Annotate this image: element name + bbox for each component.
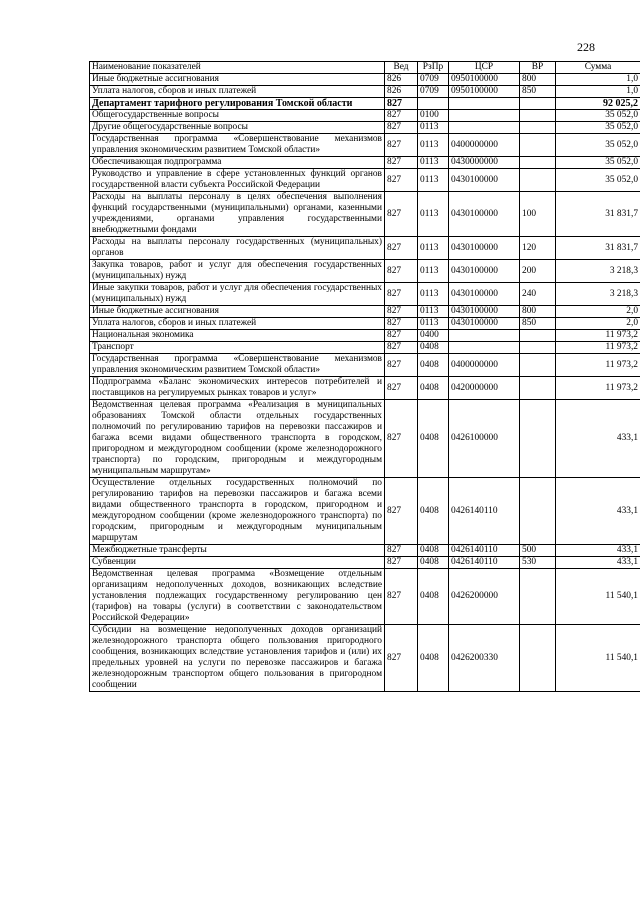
cell-rzpr: 0408 <box>418 557 449 569</box>
cell-csr: 0430100000 <box>449 237 520 260</box>
cell-vr <box>520 342 556 354</box>
cell-vr: 850 <box>520 318 556 330</box>
cell-vr <box>520 625 556 692</box>
cell-ved: 827 <box>385 157 418 169</box>
table-row <box>90 625 640 692</box>
cell-sum: 433,1 <box>556 557 640 569</box>
cell-name: Иные бюджетные ассигнования <box>90 306 385 318</box>
page-number: 228 <box>577 40 595 54</box>
cell-name: Закупка товаров, работ и услуг для обеспечения государственных (муниципальных) нужд <box>90 260 385 283</box>
cell-vr <box>520 478 556 545</box>
cell-vr: 530 <box>520 557 556 569</box>
table-row <box>90 110 640 122</box>
cell-sum: 3 218,3 <box>556 260 640 283</box>
cell-ved: 826 <box>385 86 418 98</box>
cell-ved: 827 <box>385 545 418 557</box>
budget-table <box>89 61 640 692</box>
cell-rzpr: 0100 <box>418 110 449 122</box>
table-header-row <box>90 62 640 74</box>
cell-sum: 433,1 <box>556 400 640 478</box>
cell-ved: 827 <box>385 192 418 237</box>
cell-vr <box>520 330 556 342</box>
cell-csr: 0426140110 <box>449 545 520 557</box>
cell-csr: 0430100000 <box>449 283 520 306</box>
cell-rzpr: 0408 <box>418 478 449 545</box>
cell-name: Руководство и управление в сфере установленных функций органов государственной власти субъекта Российской Федерации <box>90 169 385 192</box>
header-name: Наименование показателей <box>90 62 385 74</box>
cell-vr <box>520 122 556 134</box>
cell-name: Межбюджетные трансферты <box>90 545 385 557</box>
cell-csr: 0426200000 <box>449 569 520 625</box>
cell-ved: 827 <box>385 110 418 122</box>
cell-sum: 11 540,1 <box>556 625 640 692</box>
table-row <box>90 478 640 545</box>
cell-sum: 11 973,2 <box>556 354 640 377</box>
table-row <box>90 306 640 318</box>
cell-vr <box>520 157 556 169</box>
cell-csr: 0426200330 <box>449 625 520 692</box>
cell-sum: 2,0 <box>556 306 640 318</box>
table-row <box>90 545 640 557</box>
table-row <box>90 74 640 86</box>
cell-ved: 827 <box>385 260 418 283</box>
table-row <box>90 330 640 342</box>
cell-ved: 827 <box>385 306 418 318</box>
cell-ved: 827 <box>385 318 418 330</box>
table-row <box>90 260 640 283</box>
cell-name: Расходы на выплаты персоналу государственных (муниципальных) органов <box>90 237 385 260</box>
cell-csr <box>449 110 520 122</box>
header-sum: Сумма <box>556 62 640 74</box>
cell-csr <box>449 122 520 134</box>
cell-csr: 0426140110 <box>449 557 520 569</box>
cell-vr <box>520 169 556 192</box>
cell-name: Национальная экономика <box>90 330 385 342</box>
cell-vr <box>520 134 556 157</box>
cell-vr <box>520 377 556 400</box>
cell-name: Общегосударственные вопросы <box>90 110 385 122</box>
cell-name: Уплата налогов, сборов и иных платежей <box>90 318 385 330</box>
cell-rzpr: 0408 <box>418 400 449 478</box>
cell-name: Ведомственная целевая программа «Возмещение отдельным организациям недополученных доходов, возникающих вследствие установления подлежащих государственному регулированию цен (тарифов) на товары (услуги) в соответствии с законодательством Российской Федерации» <box>90 569 385 625</box>
cell-rzpr: 0709 <box>418 74 449 86</box>
cell-sum: 11 540,1 <box>556 569 640 625</box>
cell-rzpr: 0113 <box>418 169 449 192</box>
cell-rzpr: 0113 <box>418 237 449 260</box>
cell-ved: 827 <box>385 569 418 625</box>
cell-rzpr: 0408 <box>418 342 449 354</box>
cell-sum: 31 831,7 <box>556 192 640 237</box>
cell-name: Департамент тарифного регулирования Томской области <box>90 98 385 110</box>
table-row <box>90 569 640 625</box>
cell-rzpr: 0113 <box>418 122 449 134</box>
cell-vr: 850 <box>520 86 556 98</box>
cell-ved: 826 <box>385 74 418 86</box>
cell-sum: 11 973,2 <box>556 330 640 342</box>
cell-csr: 0430100000 <box>449 192 520 237</box>
cell-name: Расходы на выплаты персоналу в целях обеспечения выполнения функций государственными (муниципальными) органами, казенными учреждениями, органами управления государственными внебюджетными фондами <box>90 192 385 237</box>
cell-name: Подпрограмма «Баланс экономических интересов потребителей и поставщиков на регулируемых рынках товаров и услуг» <box>90 377 385 400</box>
cell-sum: 3 218,3 <box>556 283 640 306</box>
cell-name: Субвенции <box>90 557 385 569</box>
cell-rzpr <box>418 98 449 110</box>
table-row <box>90 157 640 169</box>
cell-ved: 827 <box>385 169 418 192</box>
table-row <box>90 283 640 306</box>
cell-vr: 800 <box>520 74 556 86</box>
cell-ved: 827 <box>385 400 418 478</box>
cell-sum: 35 052,0 <box>556 122 640 134</box>
cell-vr <box>520 400 556 478</box>
cell-sum: 433,1 <box>556 545 640 557</box>
cell-ved: 827 <box>385 283 418 306</box>
header-csr: ЦСР <box>449 62 520 74</box>
cell-rzpr: 0408 <box>418 354 449 377</box>
cell-csr: 0420000000 <box>449 377 520 400</box>
cell-name: Субсидии на возмещение недополученных доходов организаций железнодорожного транспорта общего пользования пригородного сообщения, возникающих вследствие установления тарифов и (или) их предельных уровней на услуги по перевозке пассажиров и багажа железнодорожным транспортом общего пользования в пригородном сообщении <box>90 625 385 692</box>
header-rzpr: РзПр <box>418 62 449 74</box>
cell-rzpr: 0113 <box>418 157 449 169</box>
cell-name: Иные бюджетные ассигнования <box>90 74 385 86</box>
table-row <box>90 318 640 330</box>
cell-name: Ведомственная целевая программа «Реализация в муниципальных образованиях Томской области отдельных государственных полномочий по регулированию тарифов на перевозки пассажиров и багажа всеми видами общественного транспорта в городском, пригородном и междугородном сообщении (кроме железнодорожного транспорта) по городским, пригородным и междугородным муниципальным маршрутам» <box>90 400 385 478</box>
cell-sum: 35 052,0 <box>556 134 640 157</box>
cell-vr: 120 <box>520 237 556 260</box>
cell-ved: 827 <box>385 354 418 377</box>
cell-sum: 1,0 <box>556 86 640 98</box>
table-row <box>90 237 640 260</box>
cell-vr: 800 <box>520 306 556 318</box>
cell-csr: 0430000000 <box>449 157 520 169</box>
cell-rzpr: 0113 <box>418 283 449 306</box>
cell-rzpr: 0113 <box>418 192 449 237</box>
cell-name: Транспорт <box>90 342 385 354</box>
cell-csr: 0430100000 <box>449 169 520 192</box>
cell-csr: 0950100000 <box>449 74 520 86</box>
cell-sum: 35 052,0 <box>556 157 640 169</box>
table-row <box>90 377 640 400</box>
table-row <box>90 169 640 192</box>
cell-rzpr: 0408 <box>418 377 449 400</box>
cell-vr: 100 <box>520 192 556 237</box>
cell-sum: 1,0 <box>556 74 640 86</box>
cell-name: Государственная программа «Совершенствование механизмов управления экономическим развитием Томской области» <box>90 354 385 377</box>
cell-sum: 11 973,2 <box>556 342 640 354</box>
cell-ved: 827 <box>385 342 418 354</box>
cell-csr <box>449 330 520 342</box>
cell-csr: 0400000000 <box>449 134 520 157</box>
cell-rzpr: 0709 <box>418 86 449 98</box>
cell-rzpr: 0408 <box>418 545 449 557</box>
table-row <box>90 134 640 157</box>
cell-ved: 827 <box>385 557 418 569</box>
cell-rzpr: 0113 <box>418 318 449 330</box>
cell-sum: 92 025,2 <box>556 98 640 110</box>
cell-ved: 827 <box>385 237 418 260</box>
cell-csr: 0430100000 <box>449 260 520 283</box>
cell-sum: 35 052,0 <box>556 110 640 122</box>
cell-csr <box>449 342 520 354</box>
cell-csr <box>449 98 520 110</box>
table-row <box>90 122 640 134</box>
cell-csr: 0950100000 <box>449 86 520 98</box>
cell-vr: 500 <box>520 545 556 557</box>
cell-ved: 827 <box>385 330 418 342</box>
cell-rzpr: 0408 <box>418 625 449 692</box>
cell-ved: 827 <box>385 625 418 692</box>
cell-ved: 827 <box>385 377 418 400</box>
cell-name: Уплата налогов, сборов и иных платежей <box>90 86 385 98</box>
cell-csr: 0426140110 <box>449 478 520 545</box>
table-row <box>90 557 640 569</box>
cell-vr: 240 <box>520 283 556 306</box>
cell-rzpr: 0113 <box>418 260 449 283</box>
cell-sum: 2,0 <box>556 318 640 330</box>
table-row <box>90 354 640 377</box>
cell-vr <box>520 98 556 110</box>
cell-vr <box>520 569 556 625</box>
cell-ved: 827 <box>385 122 418 134</box>
table-row <box>90 400 640 478</box>
table-row <box>90 98 640 110</box>
header-vr: ВР <box>520 62 556 74</box>
table-row <box>90 192 640 237</box>
cell-csr: 0430100000 <box>449 318 520 330</box>
cell-rzpr: 0408 <box>418 569 449 625</box>
cell-csr: 0430100000 <box>449 306 520 318</box>
cell-csr: 0426100000 <box>449 400 520 478</box>
cell-rzpr: 0113 <box>418 306 449 318</box>
cell-rzpr: 0113 <box>418 134 449 157</box>
cell-vr <box>520 354 556 377</box>
cell-csr: 0400000000 <box>449 354 520 377</box>
cell-sum: 433,1 <box>556 478 640 545</box>
cell-rzpr: 0400 <box>418 330 449 342</box>
cell-name: Другие общегосударственные вопросы <box>90 122 385 134</box>
cell-ved: 827 <box>385 98 418 110</box>
cell-ved: 827 <box>385 134 418 157</box>
table-row <box>90 86 640 98</box>
header-ved: Вед <box>385 62 418 74</box>
cell-sum: 11 973,2 <box>556 377 640 400</box>
cell-vr <box>520 110 556 122</box>
cell-name: Обеспечивающая подпрограмма <box>90 157 385 169</box>
cell-name: Государственная программа «Совершенствование механизмов управления экономическим развитием Томской области» <box>90 134 385 157</box>
cell-sum: 31 831,7 <box>556 237 640 260</box>
cell-sum: 35 052,0 <box>556 169 640 192</box>
cell-name: Осуществление отдельных государственных полномочий по регулированию тарифов на перевозки пассажиров и багажа всеми видами общественного транспорта в городском, пригородном и междугородном сообщении (кроме железнодорожного транспорта) по городским, пригородным и междугородным муниципальным маршрутам <box>90 478 385 545</box>
cell-ved: 827 <box>385 478 418 545</box>
cell-vr: 200 <box>520 260 556 283</box>
table-body <box>90 74 640 692</box>
cell-name: Иные закупки товаров, работ и услуг для обеспечения государственных (муниципальных) нужд <box>90 283 385 306</box>
table-row <box>90 342 640 354</box>
